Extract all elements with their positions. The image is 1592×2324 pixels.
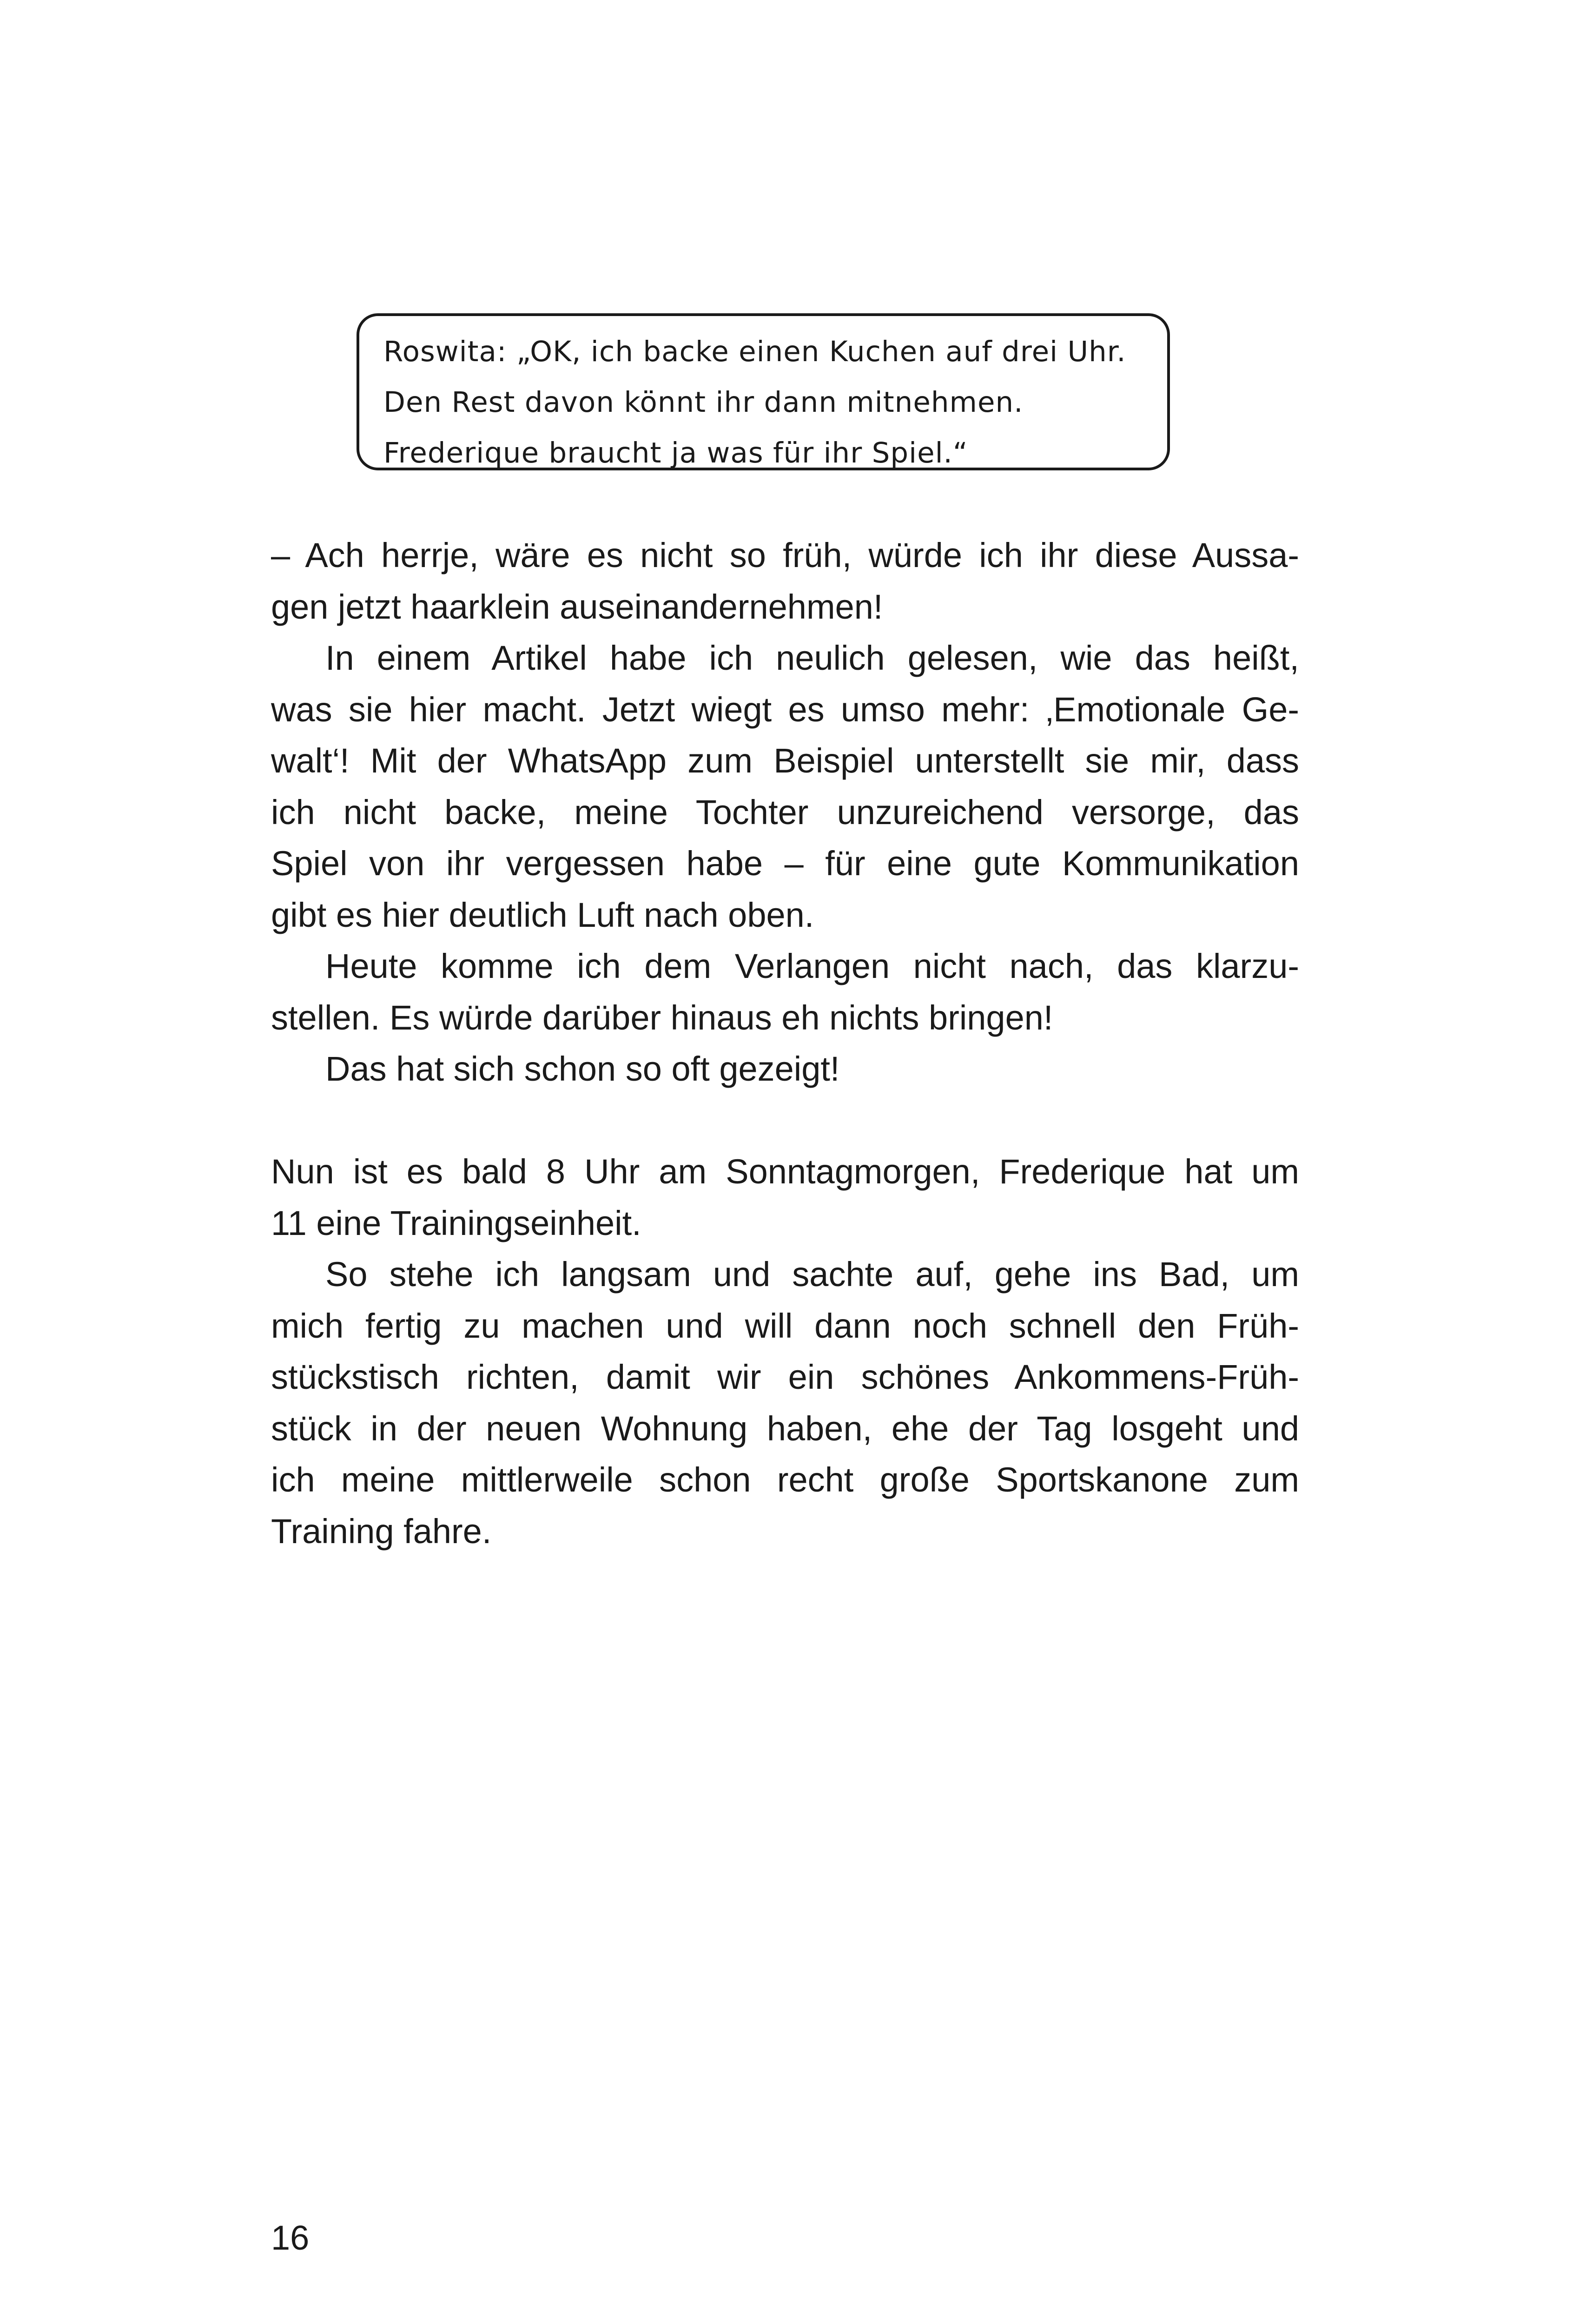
bubble-line: Frederique braucht ja was für ihr Spiel.“	[383, 436, 968, 469]
bubble-line: Den Rest davon könnt ihr dann mitnehmen.	[383, 386, 1024, 419]
text-line: Spiel von ihr vergessen habe – für eine gute Kommunikation	[271, 844, 1299, 883]
text-line: 11 eine Trainingseinheit.	[271, 1203, 641, 1242]
paragraph-gap	[271, 1095, 1299, 1147]
text-line: stück in der neuen Wohnung haben, ehe der Tag losgeht und	[271, 1409, 1299, 1448]
paragraph-5	[271, 1146, 1299, 1249]
text-line: was sie hier macht. Jetzt wiegt es umso mehr: ‚Emotionale Ge-	[271, 690, 1299, 729]
text-line: So stehe ich langsam und sachte auf, gehe ins Bad, um	[325, 1255, 1299, 1294]
text-line: ich nicht backe, meine Tochter unzureichend versorge, das	[271, 792, 1299, 832]
text-line: Heute komme ich dem Verlangen nicht nach, das klarzu-	[325, 947, 1299, 985]
paragraph-3	[271, 941, 1299, 1043]
bubble-line: Roswita: „OK, ich backe einen Kuchen auf drei Uhr.	[383, 335, 1126, 368]
text-line: Das hat sich schon so oft gezeigt!	[325, 1050, 840, 1088]
text-line: stellen. Es würde darüber hinaus eh nichts bringen!	[271, 998, 1053, 1037]
text-line: Training fahre.	[271, 1512, 492, 1551]
body-text	[271, 530, 1299, 1557]
text-line: mich fertig zu machen und will dann noch schnell den Früh-	[271, 1306, 1299, 1345]
page-number: 16	[271, 2218, 310, 2257]
paragraph-6	[271, 1249, 1299, 1557]
speech-bubble	[357, 313, 1170, 470]
paragraph-2	[271, 633, 1299, 941]
text-line: – Ach herrje, wäre es nicht so früh, würde ich ihr diese Aussa-	[271, 536, 1299, 574]
text-line: gen jetzt haarklein auseinandernehmen!	[271, 587, 883, 626]
text-line: stückstisch richten, damit wir ein schönes Ankommens-Früh-	[271, 1358, 1299, 1396]
text-line: Nun ist es bald 8 Uhr am Sonntagmorgen, Frederique hat um	[271, 1152, 1299, 1191]
text-line: ich meine mittlerweile schon recht große Sportskanone zum	[271, 1460, 1299, 1499]
text-line: gibt es hier deutlich Luft nach oben.	[271, 895, 814, 934]
text-line: walt‘! Mit der WhatsApp zum Beispiel unterstellt sie mir, dass	[271, 741, 1299, 780]
paragraph-1	[271, 530, 1299, 633]
paragraph-4	[271, 1043, 1299, 1095]
text-line: In einem Artikel habe ich neulich gelesen, wie das heißt,	[325, 639, 1299, 677]
